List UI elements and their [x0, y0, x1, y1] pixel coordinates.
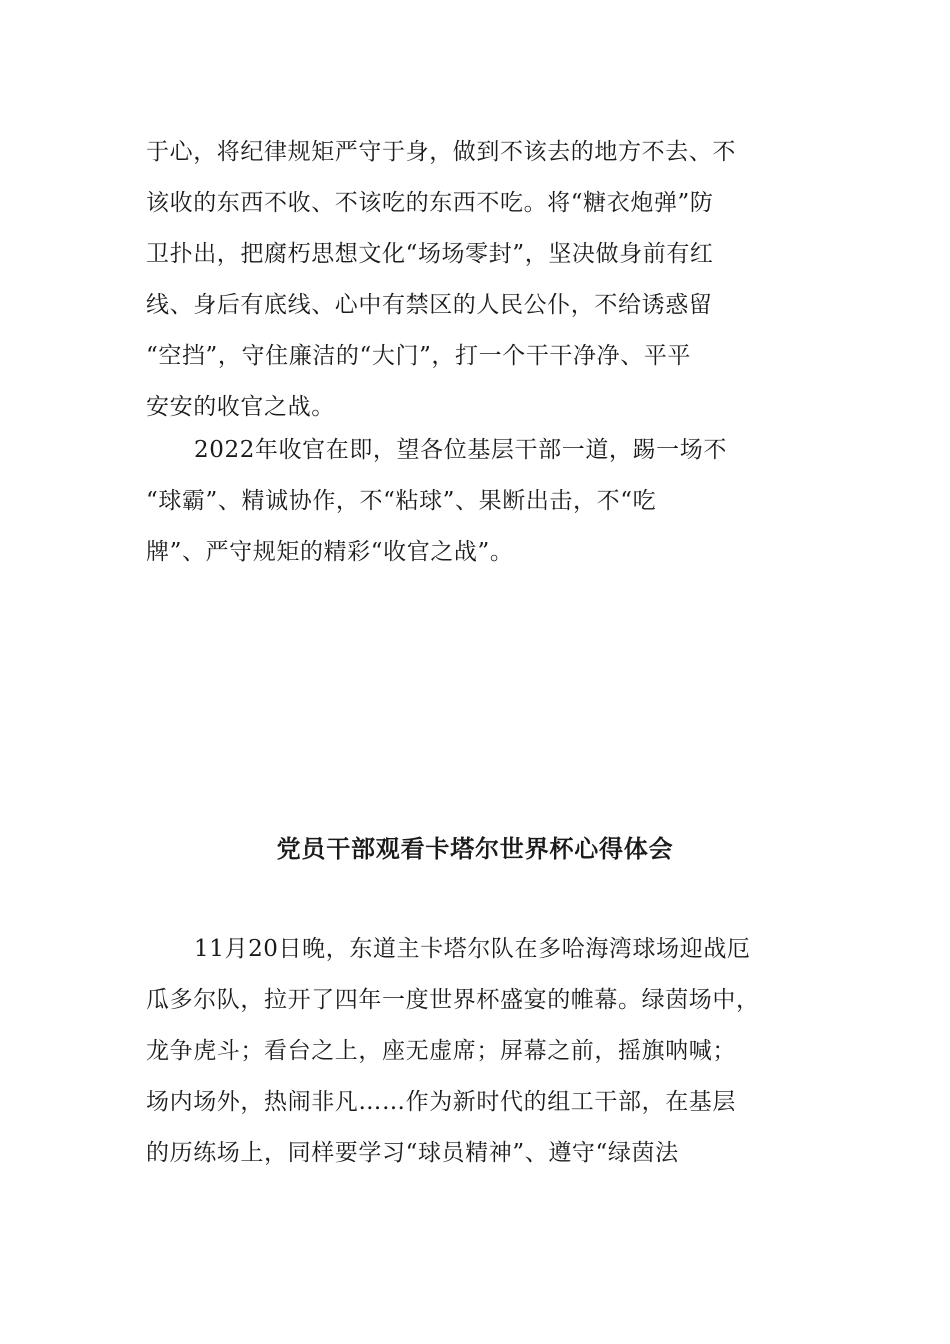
text-line: 线、身后有底线、心中有禁区的人民公仆，不给诱惑留	[146, 292, 713, 318]
text-line: “球霸”、精诚协作，不“粘球”、果断出击，不“吃	[146, 488, 657, 514]
text-line: 场内场外，热闹非凡……作为新时代的组工干部，在基层	[146, 1089, 736, 1115]
text-line: 牌”、严守规矩的精彩“收官之战”。	[146, 539, 514, 565]
text-line: 于心，将纪律规矩严守于身，做到不该去的地方不去、不	[146, 139, 736, 165]
text-line: 11月20日晚，东道主卡塔尔队在多哈海湾球场迎战厄	[194, 936, 751, 962]
text-line: “空挡”，守住廉洁的“大门”，打一个干干净净、平平	[146, 343, 692, 369]
article-paragraph	[146, 924, 806, 1179]
text-line: 的历练场上，同样要学习“球员精神”、遵守“绿茵法	[146, 1140, 679, 1166]
paragraph-closing	[146, 425, 806, 578]
text-line: 安安的收官之战。	[146, 394, 335, 420]
text-line: 卫扑出，把腐朽思想文化“场场零封”，坚决做身前有红	[146, 241, 714, 267]
text-line: 瓜多尔队，拉开了四年一度世界杯盛宴的帷幕。绿茵场中，	[146, 987, 760, 1013]
text-line: 该收的东西不收、不该吃的东西不吃。将“糖衣炮弹”防	[146, 190, 714, 216]
paragraph-continued	[146, 127, 806, 433]
text-line: 2022年收官在即，望各位基层干部一道，踢一场不	[194, 437, 727, 463]
text-line: 龙争虎斗；看台之上，座无虚席；屏幕之前，摇旗呐喊；	[146, 1038, 736, 1064]
article-title: 党员干部观看卡塔尔世界杯心得体会	[276, 834, 674, 863]
